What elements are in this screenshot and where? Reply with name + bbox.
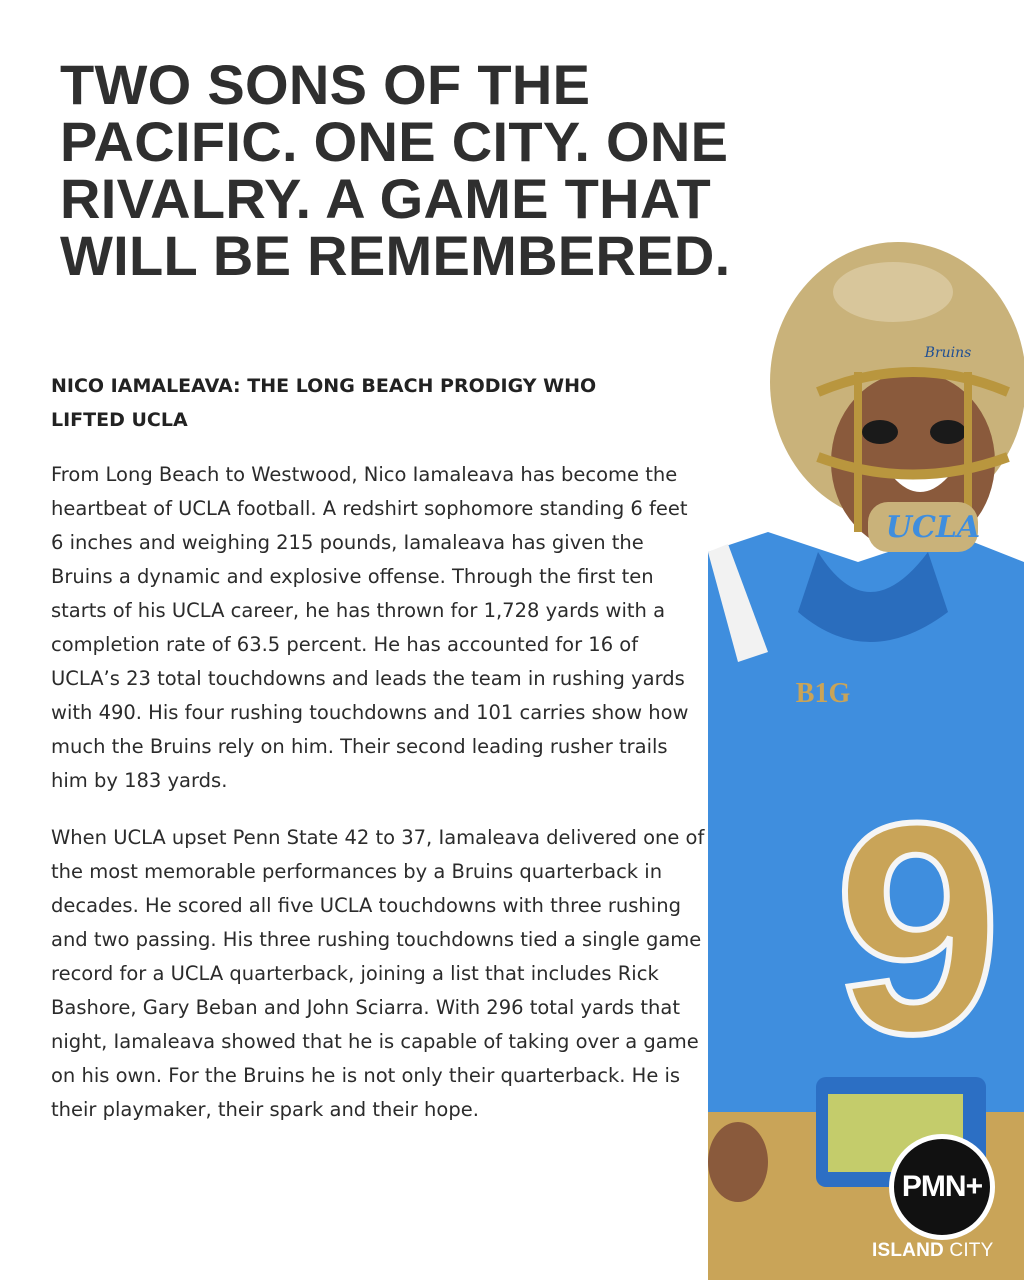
player-photo — [708, 232, 1024, 1280]
conference-patch: B1G — [795, 678, 851, 709]
pmn-logo: PMN+ — [889, 1134, 995, 1240]
chin-logo: UCLA — [885, 510, 981, 545]
article-body — [51, 458, 706, 1150]
headline: TWO SONS OF THE PACIFIC. ONE CITY. ONE RIVALRY. A GAME THAT WILL BE REMEMBERED. — [60, 53, 731, 287]
brand-light: CITY — [949, 1240, 994, 1261]
island-city-brand — [872, 1240, 1012, 1262]
jersey-number: 9 — [834, 760, 1002, 1096]
helmet-script: Bruins — [924, 345, 972, 361]
paragraph-1: From Long Beach to Westwood, Nico Iamaleava has become the heartbeat of UCLA football. A redshirt sophomore standing 6 feet 6 inches and weighing 215 pounds, Iamaleava has given the Bruins a dynamic and explosive offense. Through the first ten starts of his UCLA career, he has thrown for 1,728 yards with a completion rate of 63.5 percent. He has accounted for 16 of UCLA’s 23 total touchdowns and leads the team in rushing yards with 490. His four rushing touchdowns and 101 carries show how much the Bruins rely on him. Their second leading rusher trails him by 183 yards. — [51, 463, 689, 792]
paragraph-2: When UCLA upset Penn State 42 to 37, Iamaleava delivered one of the most memorable performances by a Bruins quarterback in decades. He scored all five UCLA touchdowns with three rushing and two passing. His three rushing touchdowns tied a single game record for a UCLA quarterback, joining a list that includes Rick Bashore, Gary Beban and John Sciarra. With 296 total yards that night, Iamaleava showed that he is capable of taking over a game on his own. For the Bruins he is not only their quarterback. He is their playmaker, their spark and their hope. — [51, 826, 705, 1121]
article-subhead: NICO IAMALEAVA: THE LONG BEACH PRODIGY WHO LIFTED UCLA — [51, 375, 597, 431]
brand-bold: ISLAND — [872, 1240, 944, 1261]
